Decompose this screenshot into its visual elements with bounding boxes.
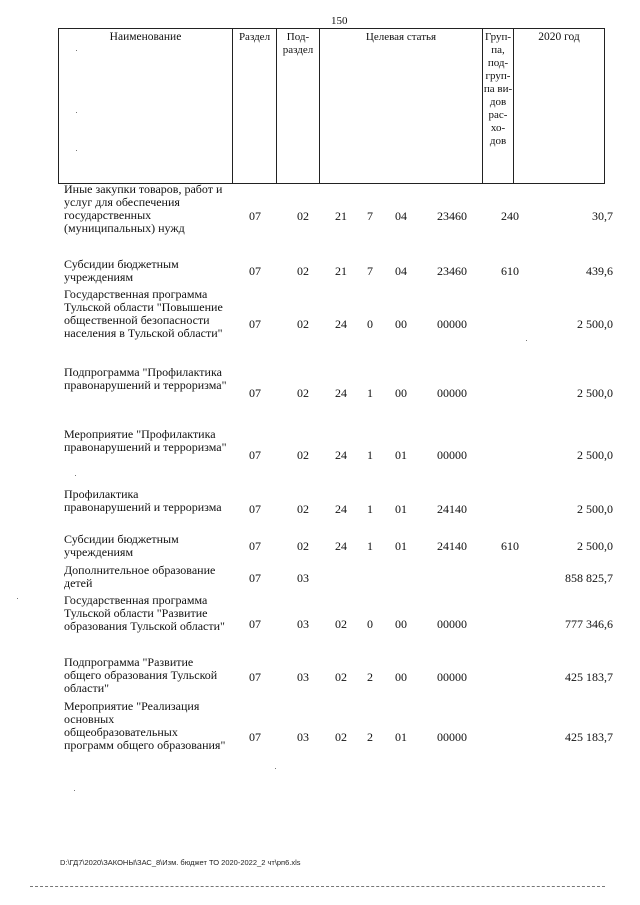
row-direction: 24140 (437, 539, 467, 553)
row-amount: 2 500,0 (577, 317, 613, 331)
row-amount: 2 500,0 (577, 502, 613, 516)
row-main-event: 01 (395, 448, 407, 462)
row-section: 07 (249, 539, 261, 553)
row-subsection: 03 (297, 730, 309, 744)
row-main-event: 01 (395, 730, 407, 744)
header-name-label: Наименование (109, 31, 182, 43)
row-expense-type: 610 (501, 539, 519, 553)
row-name: Подпрограмма "Развитие общего образования Тульской области" (64, 655, 218, 695)
row-section: 07 (249, 571, 261, 585)
row-section: 07 (249, 730, 261, 744)
row-direction: 00000 (437, 730, 467, 744)
row-name: Подпрограмма "Профилактика правонарушений и терроризма" (64, 365, 227, 392)
row-subprogram: 2 (367, 730, 373, 744)
row-subsection: 03 (297, 571, 309, 585)
row-subsection: 03 (297, 617, 309, 631)
header-name (59, 29, 233, 184)
row-name: Мероприятие "Реализация основных общеобразовательных программ общего образования" (64, 699, 226, 752)
row-subsection: 02 (297, 386, 309, 400)
scan-speck (74, 790, 75, 791)
row-direction: 00000 (437, 386, 467, 400)
row-section: 07 (249, 209, 261, 223)
row-direction: 23460 (437, 264, 467, 278)
row-main-event: 00 (395, 317, 407, 331)
row-program: 02 (335, 617, 347, 631)
row-amount: 2 500,0 (577, 539, 613, 553)
row-name: Субсидии бюджетным учреждениям (64, 532, 179, 559)
header-target-article: Целевая статья (320, 29, 483, 184)
row-direction: 00000 (437, 670, 467, 684)
row-main-event: 04 (395, 209, 407, 223)
row-program: 21 (335, 264, 347, 278)
row-subsection: 02 (297, 502, 309, 516)
row-subprogram: 1 (367, 539, 373, 553)
row-program: 24 (335, 502, 347, 516)
header-subsection (277, 29, 320, 184)
row-subprogram: 1 (367, 502, 373, 516)
row-name: Субсидии бюджетным учреждениям (64, 257, 179, 284)
row-program: 24 (335, 317, 347, 331)
header-expense-group (483, 29, 514, 184)
row-name: Мероприятие "Профилактика правонарушений и терроризма" (64, 427, 227, 454)
row-main-event: 01 (395, 502, 407, 516)
row-main-event: 00 (395, 670, 407, 684)
table-header (58, 28, 605, 184)
row-name: Профилактика правонарушений и терроризма (64, 487, 222, 514)
scan-speck (526, 340, 527, 341)
row-amount: 439,6 (586, 264, 613, 278)
row-direction: 00000 (437, 617, 467, 631)
row-expense-type: 240 (501, 209, 519, 223)
row-subsection: 03 (297, 670, 309, 684)
header-expense-group-label: Груп- па, под- груп- па ви- дов рас- хо- дов (483, 31, 513, 147)
row-main-event: 04 (395, 264, 407, 278)
row-main-event: 01 (395, 539, 407, 553)
row-section: 07 (249, 317, 261, 331)
row-subsection: 02 (297, 317, 309, 331)
header-year (514, 29, 605, 184)
footer-scan-line (30, 886, 605, 887)
scan-speck (76, 112, 77, 113)
row-subprogram: 0 (367, 617, 373, 631)
row-name: Дополнительное образование детей (64, 563, 216, 590)
row-direction: 00000 (437, 317, 467, 331)
row-subprogram: 7 (367, 264, 373, 278)
row-direction: 00000 (437, 448, 467, 462)
row-amount: 2 500,0 (577, 448, 613, 462)
row-main-event: 00 (395, 617, 407, 631)
row-main-event: 00 (395, 386, 407, 400)
row-subprogram: 1 (367, 386, 373, 400)
row-section: 07 (249, 670, 261, 684)
row-program: 24 (335, 539, 347, 553)
row-section: 07 (249, 617, 261, 631)
row-subsection: 02 (297, 539, 309, 553)
row-section: 07 (249, 502, 261, 516)
page-number: 150 (331, 15, 348, 27)
row-amount: 2 500,0 (577, 386, 613, 400)
row-amount: 425 183,7 (565, 730, 613, 744)
row-direction: 24140 (437, 502, 467, 516)
row-subsection: 02 (297, 264, 309, 278)
row-name: Государственная программа Тульской области "Повышение общественной безопасности населения в Тульской области" (64, 287, 223, 340)
row-program: 24 (335, 448, 347, 462)
row-name: Иные закупки товаров, работ и услуг для обеспечения государственных (муниципальных) нужд (64, 182, 223, 235)
row-program: 21 (335, 209, 347, 223)
row-amount: 30,7 (592, 209, 613, 223)
row-subprogram: 1 (367, 448, 373, 462)
row-expense-type: 610 (501, 264, 519, 278)
row-program: 02 (335, 670, 347, 684)
row-section: 07 (249, 264, 261, 278)
row-program: 24 (335, 386, 347, 400)
row-section: 07 (249, 386, 261, 400)
row-program: 02 (335, 730, 347, 744)
file-path-footer: D:\ГД7\2020\ЗАКОНЫ\ЗАС_8\Изм. бюджет ТО 2020-2022_2 чт\рп6.xls (60, 858, 301, 867)
scan-speck (17, 598, 18, 599)
row-subsection: 02 (297, 209, 309, 223)
row-name: Государственная программа Тульской области "Развитие образования Тульской области" (64, 593, 225, 633)
header-year-label: 2020 год (538, 31, 580, 43)
row-subprogram: 7 (367, 209, 373, 223)
row-amount: 858 825,7 (565, 571, 613, 585)
scan-speck (76, 150, 77, 151)
row-direction: 23460 (437, 209, 467, 223)
scan-speck (76, 50, 77, 51)
row-subsection: 02 (297, 448, 309, 462)
header-subsection-label: Под- раздел (282, 31, 314, 56)
row-amount: 777 346,6 (565, 617, 613, 631)
row-section: 07 (249, 448, 261, 462)
scan-speck (75, 475, 76, 476)
row-subprogram: 0 (367, 317, 373, 331)
header-section: Раздел (233, 29, 277, 184)
scan-speck (275, 768, 276, 769)
row-amount: 425 183,7 (565, 670, 613, 684)
row-subprogram: 2 (367, 670, 373, 684)
